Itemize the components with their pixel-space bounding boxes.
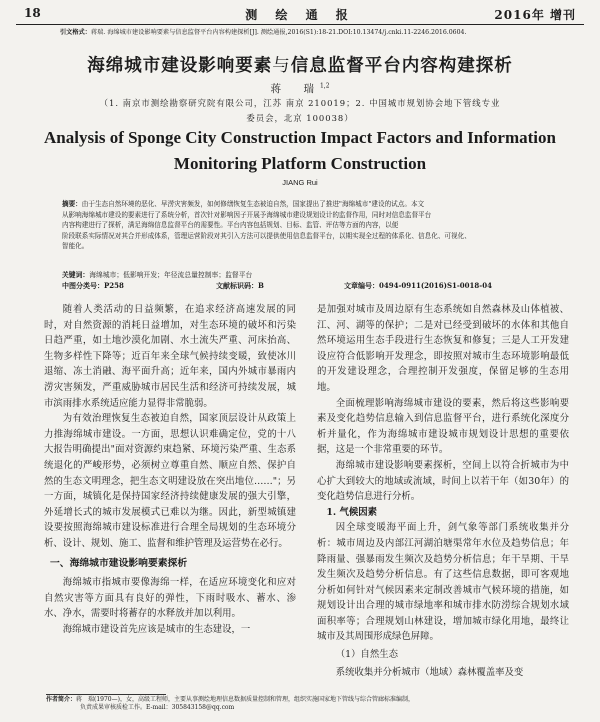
document-code: 文献标识码：B	[216, 281, 264, 290]
article-number: 文章编号：0494-0911(2016)S1-0018-04	[344, 281, 492, 290]
subsection-heading-1: 1. 气候因素	[326, 506, 377, 518]
body-column-right	[317, 302, 569, 680]
footnote-label: 作者简介：	[46, 696, 77, 703]
abstract-line-1	[62, 199, 538, 210]
header-rule	[16, 24, 584, 25]
abstract	[62, 199, 538, 252]
journal-name: 测 绘 通 报	[245, 8, 355, 22]
body-paragraph: 是加强对城市及周边原有生态系统如自然森林及山体植被、江、河、湖等的保护；二是对已经受到破坏的水体和其他自然环境运用生态手段进行生态恢复和修复；三是人工开发建设应符合低影响开发理念，即按照对城市生态环境影响最低的开发建设理念，合理控制开发强度，保留足够的生态用地。	[317, 304, 569, 393]
abstract-line-5: 智能化。	[62, 242, 89, 251]
subsection-heading-2: （1）自然生态	[335, 649, 399, 661]
page-number: 18	[24, 6, 41, 20]
keywords-text: 海绵城市；低影响开发；年径流总量控制率；监督平台	[89, 271, 253, 279]
body-paragraph: 为有效治理恢复生态被迫自然，国家顶层设计从政策上力推海绵城市建设。一方面，思想认识难确定位，党的十八大报告明确提出"面对资源约束趋紧、环境污染严重、生态系统退化的严峻形势，必须树立尊重自然、顺应自然、保护自然的生态文明理念，把生态文明建设放在突出地位……"；另一方面，城镇化是保持国家经济持续健康发展的强大引擎，外延增长式的城市发展模式已难以为继。因此，新型城镇建设要按照海绵城市建设标准进行合理全局规划的生态环境分析、设计、规划、施工、监督和维护管理及运营势在必行。	[44, 413, 296, 549]
author-cn-name: 蒋 瑞	[270, 83, 320, 95]
running-header	[16, 4, 584, 22]
footnote-text-1: 蒋 瑞(1970—)，女，高级工程师，主要从事测绘地理信息数据质量控制和管理，组织实施国家地下管线与综合管廊标准编制，	[76, 696, 414, 703]
title-cn-suffix: 信息监督平台内容构建探析	[290, 56, 513, 76]
citation-label: 引文格式：	[60, 29, 91, 36]
author-footnote	[46, 696, 570, 712]
footnote-rule	[46, 694, 166, 695]
title-chinese	[0, 52, 600, 77]
citation-format	[60, 28, 580, 37]
title-cn-mark: 与	[272, 56, 291, 76]
issue-label: 2016年 增刊	[494, 8, 576, 22]
abstract-line-3: 内容构建进行了探析，满足海绵信息监督平台的需要性。平台内容包括规划、目标、监管、评估等方面的内容，以便	[62, 221, 399, 230]
body-paragraph: 系统收集并分析城市（地域）森林覆盖率及变	[335, 666, 524, 678]
abstract-line-4: 阶段联系实际情况对其合并形成体系，管理运营阶段对其引入方法可以提供使用信息监督平台，以期实现全过程的体系化、信息化、可视化、	[62, 231, 471, 240]
author-cn-sup: 1,2	[319, 82, 330, 90]
title-english-line-1: Analysis of Sponge City Construction Impact Factors and Information	[44, 128, 556, 147]
abstract-text-1: 由于生态自然环境的恶化、早涝灾害频发，如何修缮恢复生态被迫自然，国家提出了推进"海绵城市"建设的试点。本文	[81, 200, 425, 208]
keywords	[62, 269, 538, 279]
abstract-line-2: 从影响海绵城市建设的要素进行了系统分析，首次针对影响因子开展予海绵城市建设规划设计的监督作用，同时对信息监督平台	[62, 210, 432, 219]
body-paragraph: 因全球变暖海平面上升，剑气象等部门系统收集并分析：城市周边及内部江河湖泊塘渠常年水位及趋势信息；年降雨量、强暴雨发生频次及趋势分析信息；年干旱期、干旱发生频次及趋势分析信息。有了这些信息数据，即可客观地分析如何针对气候因素来定制改善城市气候环境的措施，如规划设计出合理的城市绿地率和城市排水防涝综合规划水域面积率等；合理规划山林建设，增加城市绿化用地，最终让城市及其周围形成绿色屏障。	[317, 522, 569, 643]
citation-text: 蒋瑞. 海绵城市建设影响要素与信息监督平台内容构建探析[J]. 测绘通报,2016(S1):18-21.DOI:10.13474/j.cnki.11-2246.2016.0604.	[90, 29, 467, 36]
body-column-left	[44, 302, 296, 637]
abstract-label: 摘要：	[62, 200, 82, 208]
body-paragraph: 海绵城市指城市要像海绵一样，在适应环境变化和应对自然灾害等方面具有良好的弹性，下雨时吸水、蓄水、渗水、净水，需要时将蓄存的水释放并加以利用。	[44, 577, 296, 620]
title-english-line-2: Monitoring Platform Construction	[173, 154, 427, 173]
footnote-line-2: 负责成果审核质检工作。E-mail：305843158@qq.com	[80, 704, 235, 711]
body-paragraph: 全面梳理影响海绵城市建设的要素，然后将这些影响要素及变化趋势信息输入到信息监督平台，进行系统化深度分析并量化，作为海绵城市建设城市规划设计思想的重要依据，这是一个非常重要的环节。	[317, 397, 569, 456]
keywords-label: 关键词：	[62, 271, 90, 279]
title-cn-prefix: 海绵城市建设影响要素	[87, 56, 273, 76]
author-chinese	[0, 81, 600, 96]
affiliation-line-2: 委员会，北京 100038）	[246, 113, 354, 123]
affiliation-line-1: （1. 南京市测绘勘察研究院有限公司，江苏 南京 210019；2. 中国城市规划协会地下管线专业	[99, 98, 501, 108]
body-paragraph: 海绵城市建设首先应该是城市的生态建设，一	[62, 623, 251, 635]
section-heading-1: 一、海绵城市建设影响要素探析	[50, 557, 188, 569]
footnote-line-1	[46, 696, 570, 704]
body-paragraph: 随着人类活动的日益频繁，在追求经济高速发展的同时，对自然资源的消耗日益增加，对生态环境的破坏和污染日趋严重，如土地沙漠化加剧、水土流失严重、河床抬高、生物多样性下降等；近百年来全球气候持续变暖，致使冰川退缩、冻土消融、海平面升高；近年来，国内外城市暴雨内涝灾害频发，严重威胁城市居民生活和经济可持续发展，城市滨雨排水系统适应能力显得非常脆弱。	[44, 304, 296, 409]
clc-number: 中图分类号：P258	[62, 281, 124, 290]
author-english: JIANG Rui	[282, 178, 318, 187]
body-paragraph: 海绵城市建设影响要素探析，空间上以符合折城市为中心扩大到较大的地域或流域，时间上以若干年（如30年）的变化趋势信息进行分析。	[317, 459, 569, 503]
